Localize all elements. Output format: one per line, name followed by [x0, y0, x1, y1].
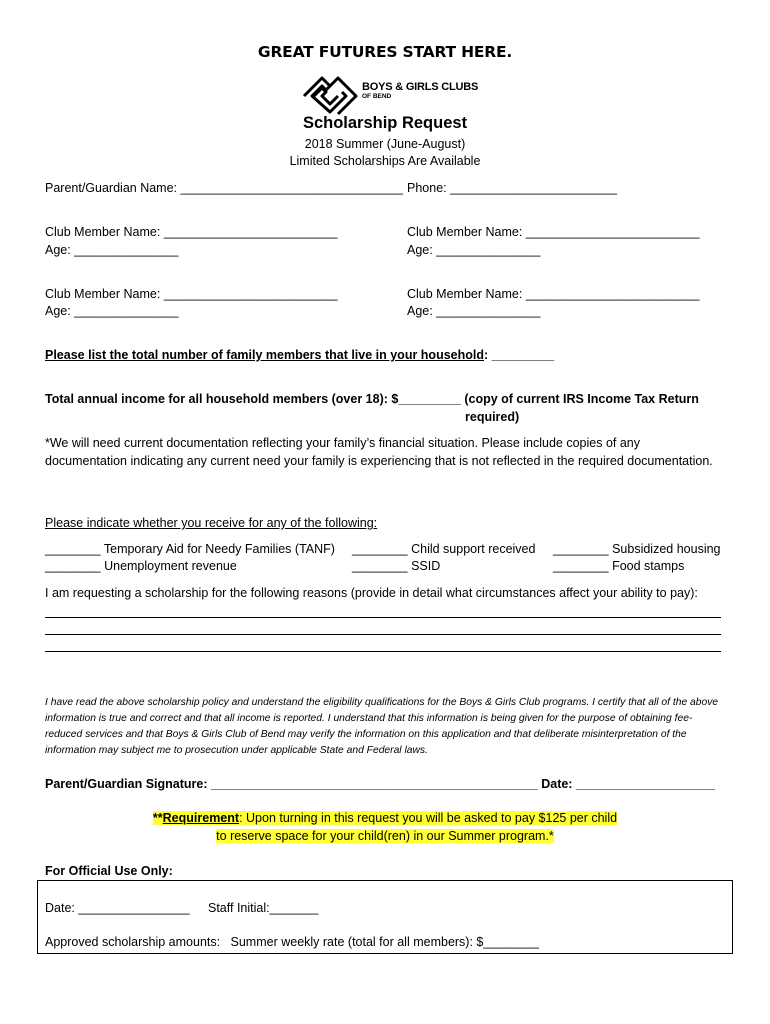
- form-title: Scholarship Request: [302, 114, 468, 132]
- certification-statement: I have read the above scholarship policy and understand the eligibility qualifications for the Boys & Girls Club programs. I certify that all of the above information is true and correct and that all income is reported. I understand that this information is being given for the purpose of obtaining fee-reduced services and that Boys & Girls Club of Bend may verify the information on this application and that deliberate misinterpretation of the information may subject me to prosecution under applicable State and Federal laws.: [45, 697, 719, 756]
- staff-initial-field[interactable]: Staff Initial:_______: [208, 901, 319, 915]
- documentation-note: *We will need current documentation reflecting your family’s financial situation. Please include copies of any documentation indicating any current need your family is experiencing that is not reflected in the required documentation.: [45, 436, 713, 468]
- club-member-age-field[interactable]: Age: _______________: [45, 243, 179, 257]
- club-member-name-field[interactable]: Club Member Name: _________________________: [45, 225, 338, 239]
- club-member-age-field[interactable]: Age: _______________: [407, 243, 541, 257]
- household-blank[interactable]: : _________: [483, 348, 555, 362]
- assistance-option-child-support[interactable]: ________ Child support received: [352, 542, 536, 556]
- header-tagline: GREAT FUTURES START HERE.: [257, 43, 513, 61]
- club-member-age-field[interactable]: Age: _______________: [407, 304, 541, 318]
- club-logo-icon: [300, 72, 360, 116]
- logo-name: BOYS & GIRLS CLUBS: [362, 81, 479, 93]
- boys-girls-club-logo: [300, 72, 480, 116]
- official-date-field[interactable]: Date: ________________: [45, 901, 190, 915]
- assistance-option-housing[interactable]: ________ Subsidized housing: [553, 542, 721, 556]
- club-member-age-field[interactable]: Age: _______________: [45, 304, 179, 318]
- assistance-heading: Please indicate whether you receive for any of the following:: [45, 516, 378, 530]
- form-subtitle-availability: Limited Scholarships Are Available: [289, 154, 481, 168]
- phone-field[interactable]: Phone: ________________________: [407, 181, 617, 195]
- requirement-text: : Upon turning in this request you will be asked to pay $125 per child: [239, 811, 618, 825]
- income-note-continued: required): [465, 410, 520, 424]
- requirement-notice: [0, 811, 770, 825]
- requirement-prefix: **: [152, 811, 163, 825]
- reasons-line[interactable]: [45, 617, 721, 618]
- logo-location: OF BEND: [362, 93, 392, 100]
- requirement-notice-continued: [0, 829, 770, 843]
- household-question: Please list the total number of family members that live in your household: [45, 348, 484, 362]
- signature-date-field[interactable]: Parent/Guardian Signature: _______________________________________________ Date: ____________________: [45, 777, 715, 791]
- requirement-text-continued: to reserve space for your child(ren) in our Summer program.*: [216, 829, 554, 843]
- income-field[interactable]: Total annual income for all household members (over 18): $_________ (copy of current IRS Income Tax Return: [45, 392, 699, 406]
- parent-name-field[interactable]: Parent/Guardian Name: ________________________________: [45, 181, 403, 195]
- approved-amounts-field[interactable]: Approved scholarship amounts: Summer weekly rate (total for all members): $________: [45, 935, 539, 949]
- reasons-line[interactable]: [45, 634, 721, 635]
- reasons-prompt: I am requesting a scholarship for the following reasons (provide in detail what circumstances affect your ability to pay):: [45, 586, 698, 600]
- club-member-name-field[interactable]: Club Member Name: _________________________: [45, 287, 338, 301]
- reasons-line[interactable]: [45, 651, 721, 652]
- assistance-option-tanf[interactable]: ________ Temporary Aid for Needy Families (TANF): [45, 542, 335, 556]
- requirement-highlight: [153, 811, 617, 825]
- form-subtitle-season: 2018 Summer (June-August): [304, 137, 466, 151]
- requirement-label: Requirement: [162, 811, 240, 825]
- club-member-name-field[interactable]: Club Member Name: _________________________: [407, 225, 700, 239]
- assistance-option-food-stamps[interactable]: ________ Food stamps: [553, 559, 685, 573]
- assistance-option-unemployment[interactable]: ________ Unemployment revenue: [45, 559, 237, 573]
- official-use-heading: For Official Use Only:: [45, 864, 173, 878]
- club-member-name-field[interactable]: Club Member Name: _________________________: [407, 287, 700, 301]
- assistance-option-ssid[interactable]: ________ SSID: [352, 559, 441, 573]
- household-count-field[interactable]: [45, 348, 554, 362]
